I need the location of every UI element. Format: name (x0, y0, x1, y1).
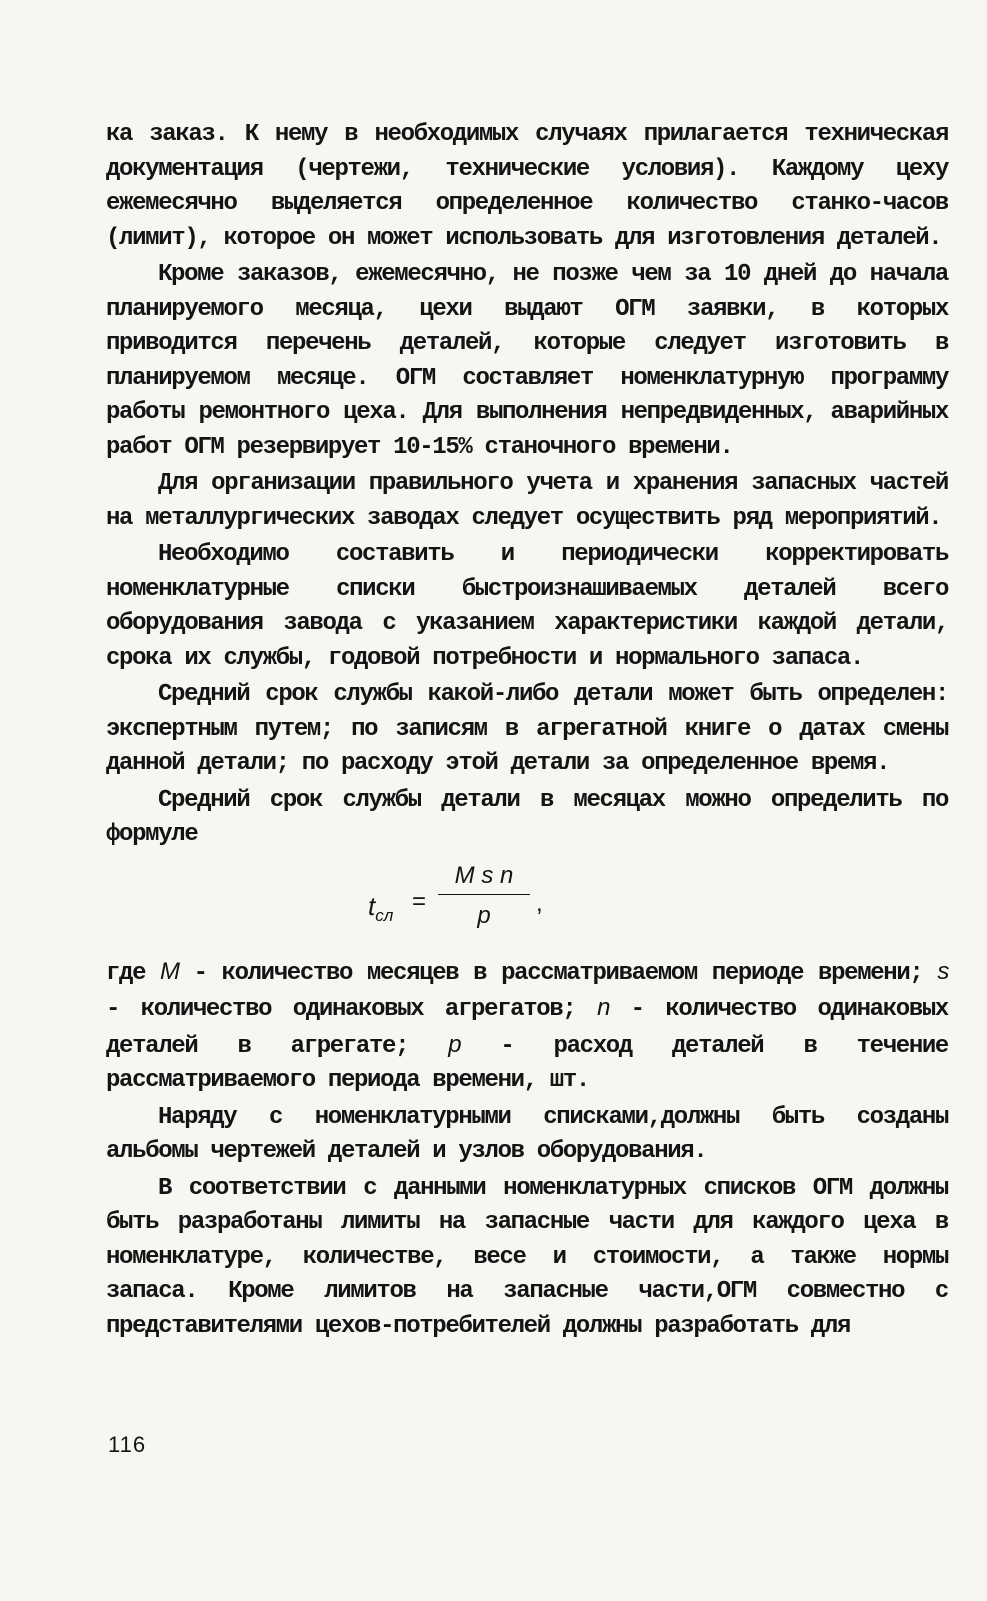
formula-comma: , (536, 889, 543, 917)
paragraph-orders: Кроме заказов, ежемесячно, не позже чем за 10 дней до начала планируемого месяца, цехи выдают ОГМ заявки, в которых приводится перечень деталей, которые следует изготовить в планируемом месяце. ОГМ составляет номенклатурную программу работы ремонтного цеха. Для выполнения непредвиденных, аварийных работ ОГМ резервирует 10-15% станочного времени. (106, 261, 948, 461)
variable-p: p (448, 1030, 461, 1058)
formula-numerator: M s n (454, 861, 514, 889)
formula-denominator: p (477, 901, 491, 929)
variable-m: M (160, 957, 179, 985)
variable-s: s (937, 957, 948, 985)
formula-equals: = (412, 887, 427, 915)
paragraph-organization: Для организации правильного учета и хранения запасных частей на металлургических заводах следует осуществить ряд мероприятий. (106, 470, 948, 532)
body-text (106, 118, 948, 1346)
formula-lhs: $t_{сл}$ (368, 890, 394, 925)
formula-fraction-bar (438, 894, 530, 895)
service-life-formula (106, 855, 948, 951)
paragraph-continuation: ка заказ. К нему в необходимых случаях прилагается техническая документация (чертежи, технические условия). Каждому цеху ежемесячно выделяется определенное количество станко-часов (лимит), которое он может использовать для изготовления деталей. (106, 121, 948, 252)
paragraph-formula-intro: Средний срок службы детали в месяцах можно определить по формуле (106, 786, 948, 848)
paragraph-albums: Наряду с номенклатурными списками,должны быть созданы альбомы чертежей деталей и узлов оборудования. (106, 1103, 948, 1165)
variable-n: n (597, 994, 610, 1021)
paragraph-service-life: Средний срок службы какой-либо детали может быть определен: экспертным путем; по записям в агрегатной книге о датах смены данной детали; по расходу этой детали за определенное время. (106, 681, 948, 777)
formula-lhs-subscript: сл (375, 905, 394, 925)
page-number: 116 (108, 1432, 147, 1457)
paragraph-nomenclature: Необходимо составить и периодически корректировать номенклатурные списки быстроизнашиваемых деталей всего оборудования завода с указанием характеристики каждой детали, срока их службы, годовой потребности и нормального запаса. (106, 541, 948, 672)
paragraph-limits: В соответствии с данными номенклатурных списков ОГМ должны быть разработаны лимиты на запасные части для каждого цеха в номенклатуре, количестве, весе и стоимости, а также нормы запаса. Кроме лимитов на запасные части,ОГМ совместно с представителями цехов-потребителей должны разработать для (106, 1174, 948, 1340)
paragraph-where: где M - количество месяцев в рассматриваемом периоде времени; s - количество одинаковых агрегатов; n - количество одинаковых деталей в агрегате; p - расход деталей в течение рассматриваемого периода времени, шт. (106, 957, 948, 1094)
